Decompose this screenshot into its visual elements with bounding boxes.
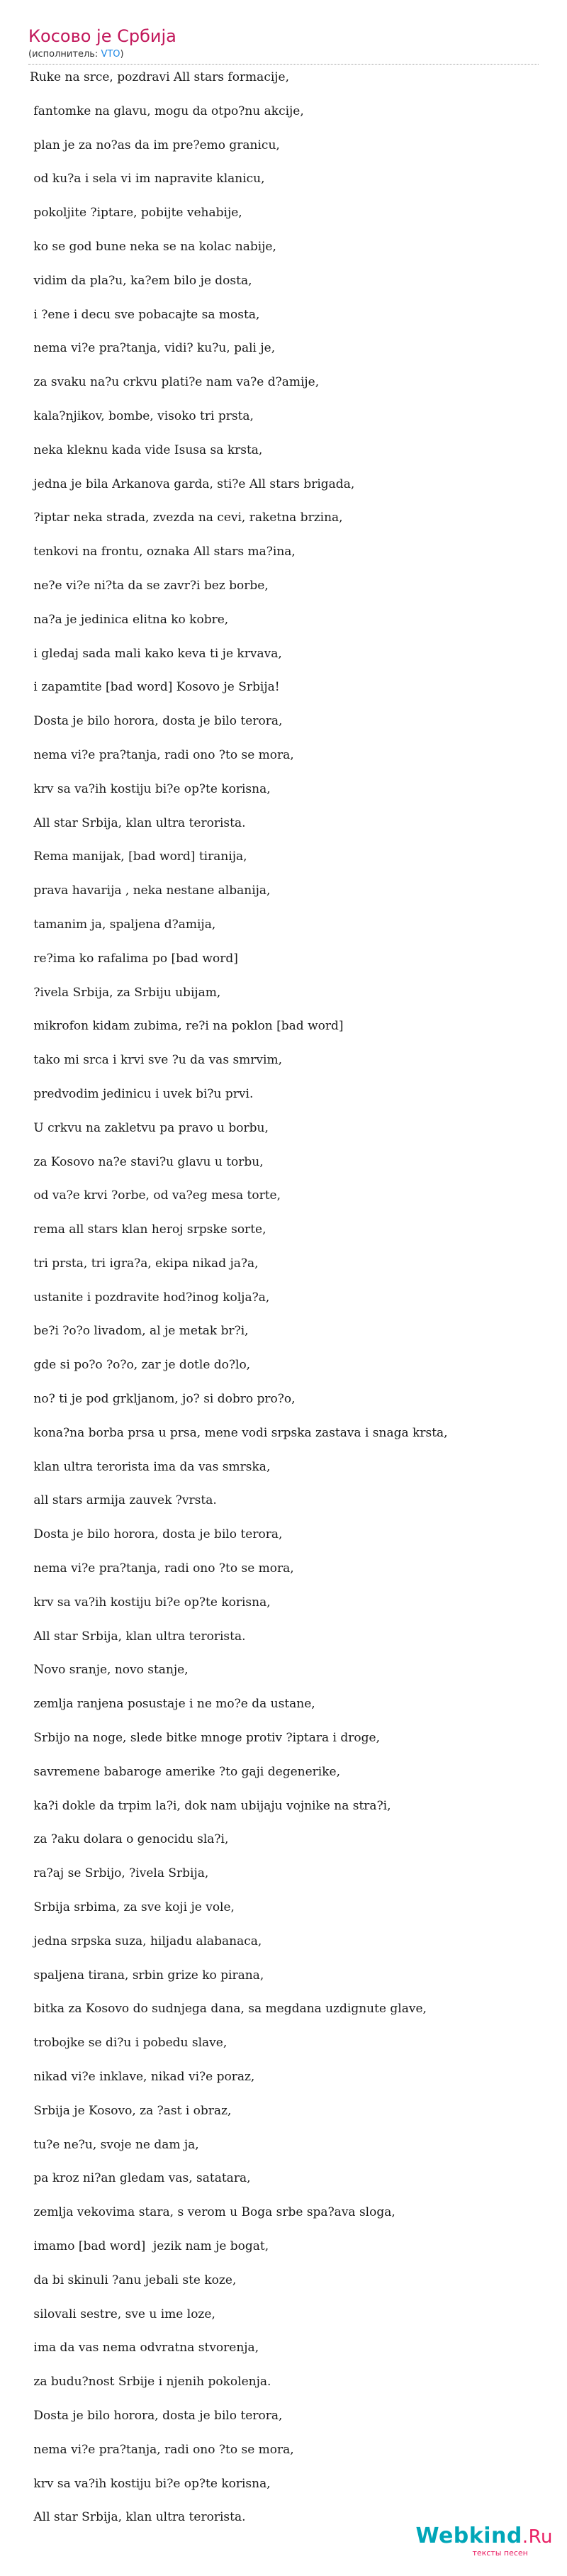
lyric-line: nema vi?e pra?tanja, vidi? ku?u, pali je, <box>30 341 276 356</box>
lyric-line: kala?njikov, bombe, visoko tri prsta, <box>30 408 254 423</box>
lyric-line: za budu?nost Srbije i njenih pokolenja. <box>30 2375 271 2390</box>
lyric-line: Dosta je bilo horora, dosta je bilo terora, <box>30 2408 283 2423</box>
site-logo[interactable] <box>415 2524 553 2558</box>
logo-wordmark <box>415 2524 553 2549</box>
lyric-line: za svaku na?u crkvu plati?e nam va?e d?amije, <box>30 375 320 390</box>
lyric-line: plan je za no?as da im pre?emo granicu, <box>30 138 280 152</box>
lyric-line: trobojke se di?u i pobedu slave, <box>30 2036 228 2051</box>
lyric-line: Dosta je bilo horora, dosta je bilo terora, <box>30 714 283 729</box>
lyric-line: fantomke na glavu, mogu da otpo?nu akcije, <box>30 104 304 118</box>
logo-tagline: тексты песен <box>472 2548 528 2558</box>
lyric-line: all stars armija zauvek ?vrsta. <box>30 1493 217 1508</box>
lyric-line: predvodim jedinicu i uvek bi?u prvi. <box>30 1086 254 1101</box>
lyric-line: Rema manijak, [bad word] tiranija, <box>30 849 247 864</box>
lyric-line: tu?e ne?u, svoje ne dam ja, <box>30 2137 199 2152</box>
lyric-line: Srbija srbima, za sve koji je vole, <box>30 1900 235 1915</box>
lyric-line: zemlja vekovima stara, s verom u Boga srbe spa?ava sloga, <box>30 2205 395 2220</box>
lyric-line: Novo sranje, novo stanje, <box>30 1663 189 1678</box>
lyric-line: i zapamtite [bad word] Kosovo je Srbija! <box>30 680 280 695</box>
lyric-line: zemlja ranjena posustaje i ne mo?e da ustane, <box>30 1697 315 1712</box>
lyric-line: bitka za Kosovo do sudnjega dana, sa megdana uzdignute glave, <box>30 2002 427 2017</box>
lyric-line: od va?e krvi ?orbe, od va?eg mesa torte, <box>30 1188 281 1203</box>
lyric-line: ko se god bune neka se na kolac nabije, <box>30 239 276 254</box>
lyric-line: be?i ?o?o livadom, al je metak br?i, <box>30 1324 249 1339</box>
lyric-line: All star Srbija, klan ultra teroristа. <box>30 1629 246 1644</box>
lyric-line: za ?aku dolara o genocidu sla?i, <box>30 1832 229 1847</box>
lyric-line: Ruke na srce, pozdravi All stars formacije, <box>30 70 290 84</box>
performer-line <box>28 48 539 61</box>
lyric-line: krv sa va?ih kostiju bi?e op?te korisna, <box>30 781 271 796</box>
lyric-line: prava havarija , neka nestane albanija, <box>30 883 271 898</box>
lyric-line: mikrofon kidam zubima, re?i na poklon [bad word] <box>30 1019 344 1034</box>
lyric-line: kona?na borba prsa u prsa, mene vodi srpska zastava i snaga krsta, <box>30 1425 448 1440</box>
performer-suffix: ) <box>120 49 124 60</box>
lyric-line: All star Srbija, klan ultra teroristа. <box>30 2510 246 2525</box>
performer-prefix: (исполнитель: <box>28 49 101 60</box>
performer-link[interactable]: VTO <box>101 49 120 60</box>
lyric-line: nema vi?e pra?tanja, radi ono ?to se mora, <box>30 1561 294 1576</box>
lyric-line: ne?e vi?e ni?ta da se zavr?i bez borbe, <box>30 578 269 593</box>
lyric-line: ?ivela Srbija, za Srbiju ubijam, <box>30 985 221 1000</box>
lyric-line: i gledaj sada mali kako keva ti je krvava, <box>30 646 282 661</box>
logo-tld: .Ru <box>522 2526 553 2548</box>
lyric-line: neka kleknu kada vide Isusa sa krsta, <box>30 442 263 457</box>
lyric-line: nema vi?e pra?tanja, radi ono ?to se mora, <box>30 2442 294 2457</box>
lyric-line: pa kroz ni?an gledam vas, satatara, <box>30 2171 251 2186</box>
lyric-line: ustanite i pozdravite hod?inog kolja?a, <box>30 1290 270 1305</box>
lyric-line: krv sa va?ih kostiju bi?e op?te korisna, <box>30 2476 271 2491</box>
logo-brand: Webkind <box>415 2524 522 2548</box>
lyric-line: savremene babaroge amerike ?to gaji degenerike, <box>30 1764 340 1779</box>
lyric-line: tamanim ja, spaljena d?amija, <box>30 917 216 932</box>
lyric-line: vidim da pla?u, ka?em bilo je dosta, <box>30 273 252 288</box>
lyric-line: imamo [bad word] jezik nam je bogat, <box>30 2239 269 2253</box>
lyric-line: silovali sestre, sve u ime loze, <box>30 2307 215 2321</box>
lyric-line: re?ima ko rafalima po [bad word] <box>30 951 238 966</box>
lyric-line: ka?i dokle da trpim la?i, dok nam ubijaju vojnike na stra?i, <box>30 1798 391 1813</box>
lyric-line: krv sa va?ih kostiju bi?e op?te korisna, <box>30 1595 271 1610</box>
lyrics-list <box>28 67 539 2541</box>
lyric-line: jedna srpska suza, hiljadu alabanaca, <box>30 1934 262 1948</box>
lyric-line: klan ultra teroristа ima da vas smrska, <box>30 1459 271 1474</box>
lyric-line: od ku?a i sela vi im napravite klanicu, <box>30 172 265 186</box>
lyric-line: spaljena tirana, srbin grize ko pirana, <box>30 1968 264 1983</box>
lyric-line: no? ti je pod grkljanom, jo? si dobro pro?o, <box>30 1392 296 1407</box>
lyric-line: Srbijo na noge, slede bitke mnoge protiv ?iptara i droge, <box>30 1731 380 1746</box>
header-divider <box>28 64 539 65</box>
lyric-line: tri prsta, tri igra?a, ekipa nikad ja?a, <box>30 1256 259 1271</box>
lyric-line: All star Srbija, klan ultra teroristа. <box>30 815 246 830</box>
lyric-line: ?iptar neka strada, zvezda na cevi, raketna brzina, <box>30 511 343 525</box>
page-header <box>28 26 539 61</box>
lyric-line: tako mi srca i krvi sve ?u da vas smrvim, <box>30 1053 282 1068</box>
lyric-line: ima da vas nema odvratna stvorenja, <box>30 2341 259 2355</box>
lyric-line: nema vi?e pra?tanja, radi ono ?to se mora, <box>30 747 294 762</box>
lyric-line: rema all stars klan heroj srpske sorte, <box>30 1222 266 1237</box>
lyric-line: tenkovi na frontu, oznaka All stars ma?ina, <box>30 545 296 559</box>
lyric-line: na?a je jedinica elitna ko kobre, <box>30 612 229 627</box>
lyric-line: nikad vi?e inklave, nikad vi?e poraz, <box>30 2070 255 2085</box>
lyric-line: gde si po?o ?o?o, zar je dotle do?lo, <box>30 1358 251 1373</box>
lyric-line: ra?aj se Srbijo, ?ivela Srbija, <box>30 1866 209 1881</box>
lyric-line: jedna je bila Arkanova garda, sti?e All stars brigada, <box>30 476 355 491</box>
lyric-line: za Kosovo na?e stavi?u glavu u torbu, <box>30 1154 264 1169</box>
song-title: Косово је Србија <box>28 26 176 46</box>
lyric-line: Srbija je Kosovo, za ?ast i obraz, <box>30 2103 232 2118</box>
lyric-line: i ?ene i decu sve pobacajte sa mosta, <box>30 307 260 322</box>
lyric-line: U crkvu na zakletvu pa pravo u borbu, <box>30 1120 269 1135</box>
lyric-line: pokoljite ?iptare, pobijte vehabije, <box>30 206 242 221</box>
lyric-line: Dosta je bilo horora, dosta je bilo terora, <box>30 1527 283 1542</box>
lyric-line: da bi skinuli ?anu jebali ste koze, <box>30 2273 237 2287</box>
